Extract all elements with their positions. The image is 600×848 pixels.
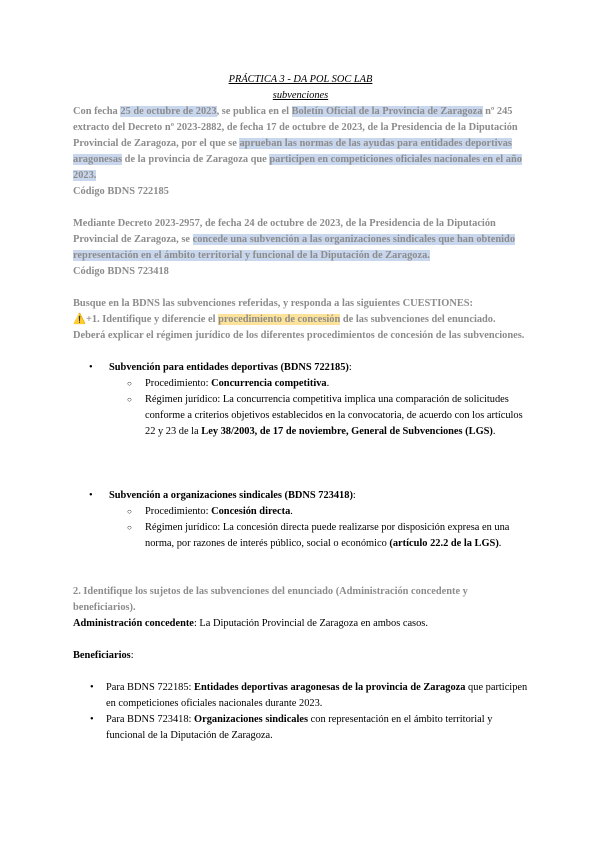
granting-administration [73, 616, 528, 632]
highlight-competitions: participen en competiciones oficiales nacionales en el año 2023. [73, 154, 522, 181]
text-run: : La Diputación Provincial de Zaragoza en ambos casos. [193, 618, 428, 629]
list-item [73, 712, 528, 744]
page-subtitle: subvenciones [272, 90, 329, 101]
subsidy-heading: Subvención para entidades deportivas (BDNS 722185) [109, 362, 349, 373]
text-run: Régimen jurídico: La concurrencia competitiva implica una comparación de solicitudes conforme a criterios objetivos establecidos en la convocatoria, de acuerdo con los artículos 22 y 23 de la [145, 394, 523, 437]
text-run: Mediante Decreto 2023-2957, de fecha 24 de octubre de 2023, de la Presidencia de la Diputación Provincial de Zaragoza, se [73, 218, 496, 245]
beneficiary-name: Entidades deportivas aragonesas de la provincia de Zaragoza [194, 682, 466, 693]
statement-paragraph-1 [73, 104, 528, 184]
text-run: . [492, 426, 496, 437]
beneficiaries-list [73, 680, 528, 744]
text-run: de la provincia de Zaragoza que [122, 154, 270, 165]
answer-list-2 [73, 488, 528, 552]
list-item [73, 680, 528, 712]
bdns-code-2: Código BDNS 723418 [73, 266, 169, 277]
bdns-code-1: Código BDNS 722185 [73, 186, 169, 197]
list-item [73, 360, 528, 376]
list-item [73, 520, 528, 552]
question-2: 2. Identifique los sujetos de las subvenciones del enunciado (Administración concedente y beneficiarios). [73, 586, 468, 613]
text-run: de las subvenciones del enunciado. Deberá explicar el régimen jurídico de los diferentes procedimientos de concesión de las subvenciones. [73, 314, 525, 341]
list-item [73, 488, 528, 504]
text-run: Para BDNS 723418: [106, 714, 195, 725]
list-item [73, 392, 528, 440]
page-title: PRÁCTICA 3 - DA POL SOC LAB [228, 74, 373, 85]
text-run: : [348, 362, 352, 373]
list-item [73, 376, 528, 392]
list-item [73, 504, 528, 520]
text-run: . [498, 538, 502, 549]
text-run: . [326, 378, 330, 389]
warning-icon: ⚠️ [73, 314, 86, 325]
procedure-value: Concesión directa [211, 506, 291, 517]
document-body [73, 72, 528, 744]
text-run: Procedimiento: [145, 378, 212, 389]
admin-label: Administración concedente [73, 618, 194, 629]
text-run: Procedimiento: [145, 506, 212, 517]
answer-list-1 [73, 360, 528, 440]
text-run: : [352, 490, 356, 501]
highlight-norms: aprueban las normas de las ayudas para entidades deportivas aragonesas [73, 138, 512, 165]
subsidy-heading: Subvención a organizaciones sindicales (BDNS 723418) [109, 490, 353, 501]
highlight-bulletin: Boletín Oficial de la Provincia de Zaragoza [291, 106, 483, 117]
law-reference: (artículo 22.2 de la LGS) [389, 538, 499, 549]
text-run: Régimen jurídico: La concesión directa puede realizarse por disposición expresa en una norma, por razones de interés público, social o económico [145, 522, 510, 549]
beneficiary-name: Organizaciones sindicales [194, 714, 309, 725]
beneficiaries-label: Beneficiarios [73, 650, 131, 661]
text-run: +1. Identifique y diferencie el [85, 314, 219, 325]
highlight-date: 25 de octubre de 2023 [120, 106, 217, 117]
text-run: . [290, 506, 293, 517]
text-run: Para BDNS 722185: [106, 682, 195, 693]
text-run: Con fecha [73, 106, 121, 117]
highlight-grant: concede una subvención a las organizaciones sindicales que han obtenido representación en el ámbito territorial y funcional de la Diputación de Zaragoza. [73, 234, 516, 261]
text-run: : [130, 650, 134, 661]
text-run: con representación en el ámbito territorial y funcional de la Diputación de Zaragoza. [106, 714, 493, 741]
procedure-value: Concurrencia competitiva [211, 378, 327, 389]
beneficiaries-heading [73, 648, 528, 664]
text-run: nº 245 extracto del Decreto nº 2023-2882, de fecha 17 de octubre de 2023, de la Presidencia de la Diputación Provincial de Zaragoza, por el que se [73, 106, 518, 149]
law-reference: Ley 38/2003, de 17 de noviembre, General de Subvenciones (LGS) [201, 426, 493, 437]
statement-paragraph-2 [73, 216, 528, 264]
question-1 [73, 312, 528, 344]
questions-intro: Busque en la BDNS las subvenciones referidas, y responda a las siguientes CUESTIONES: [73, 298, 474, 309]
text-run: que participen en competiciones oficiales nacionales durante 2023. [106, 682, 528, 709]
highlight-procedure: procedimiento de concesión [218, 314, 341, 325]
text-run: , se publica en el [216, 106, 292, 117]
